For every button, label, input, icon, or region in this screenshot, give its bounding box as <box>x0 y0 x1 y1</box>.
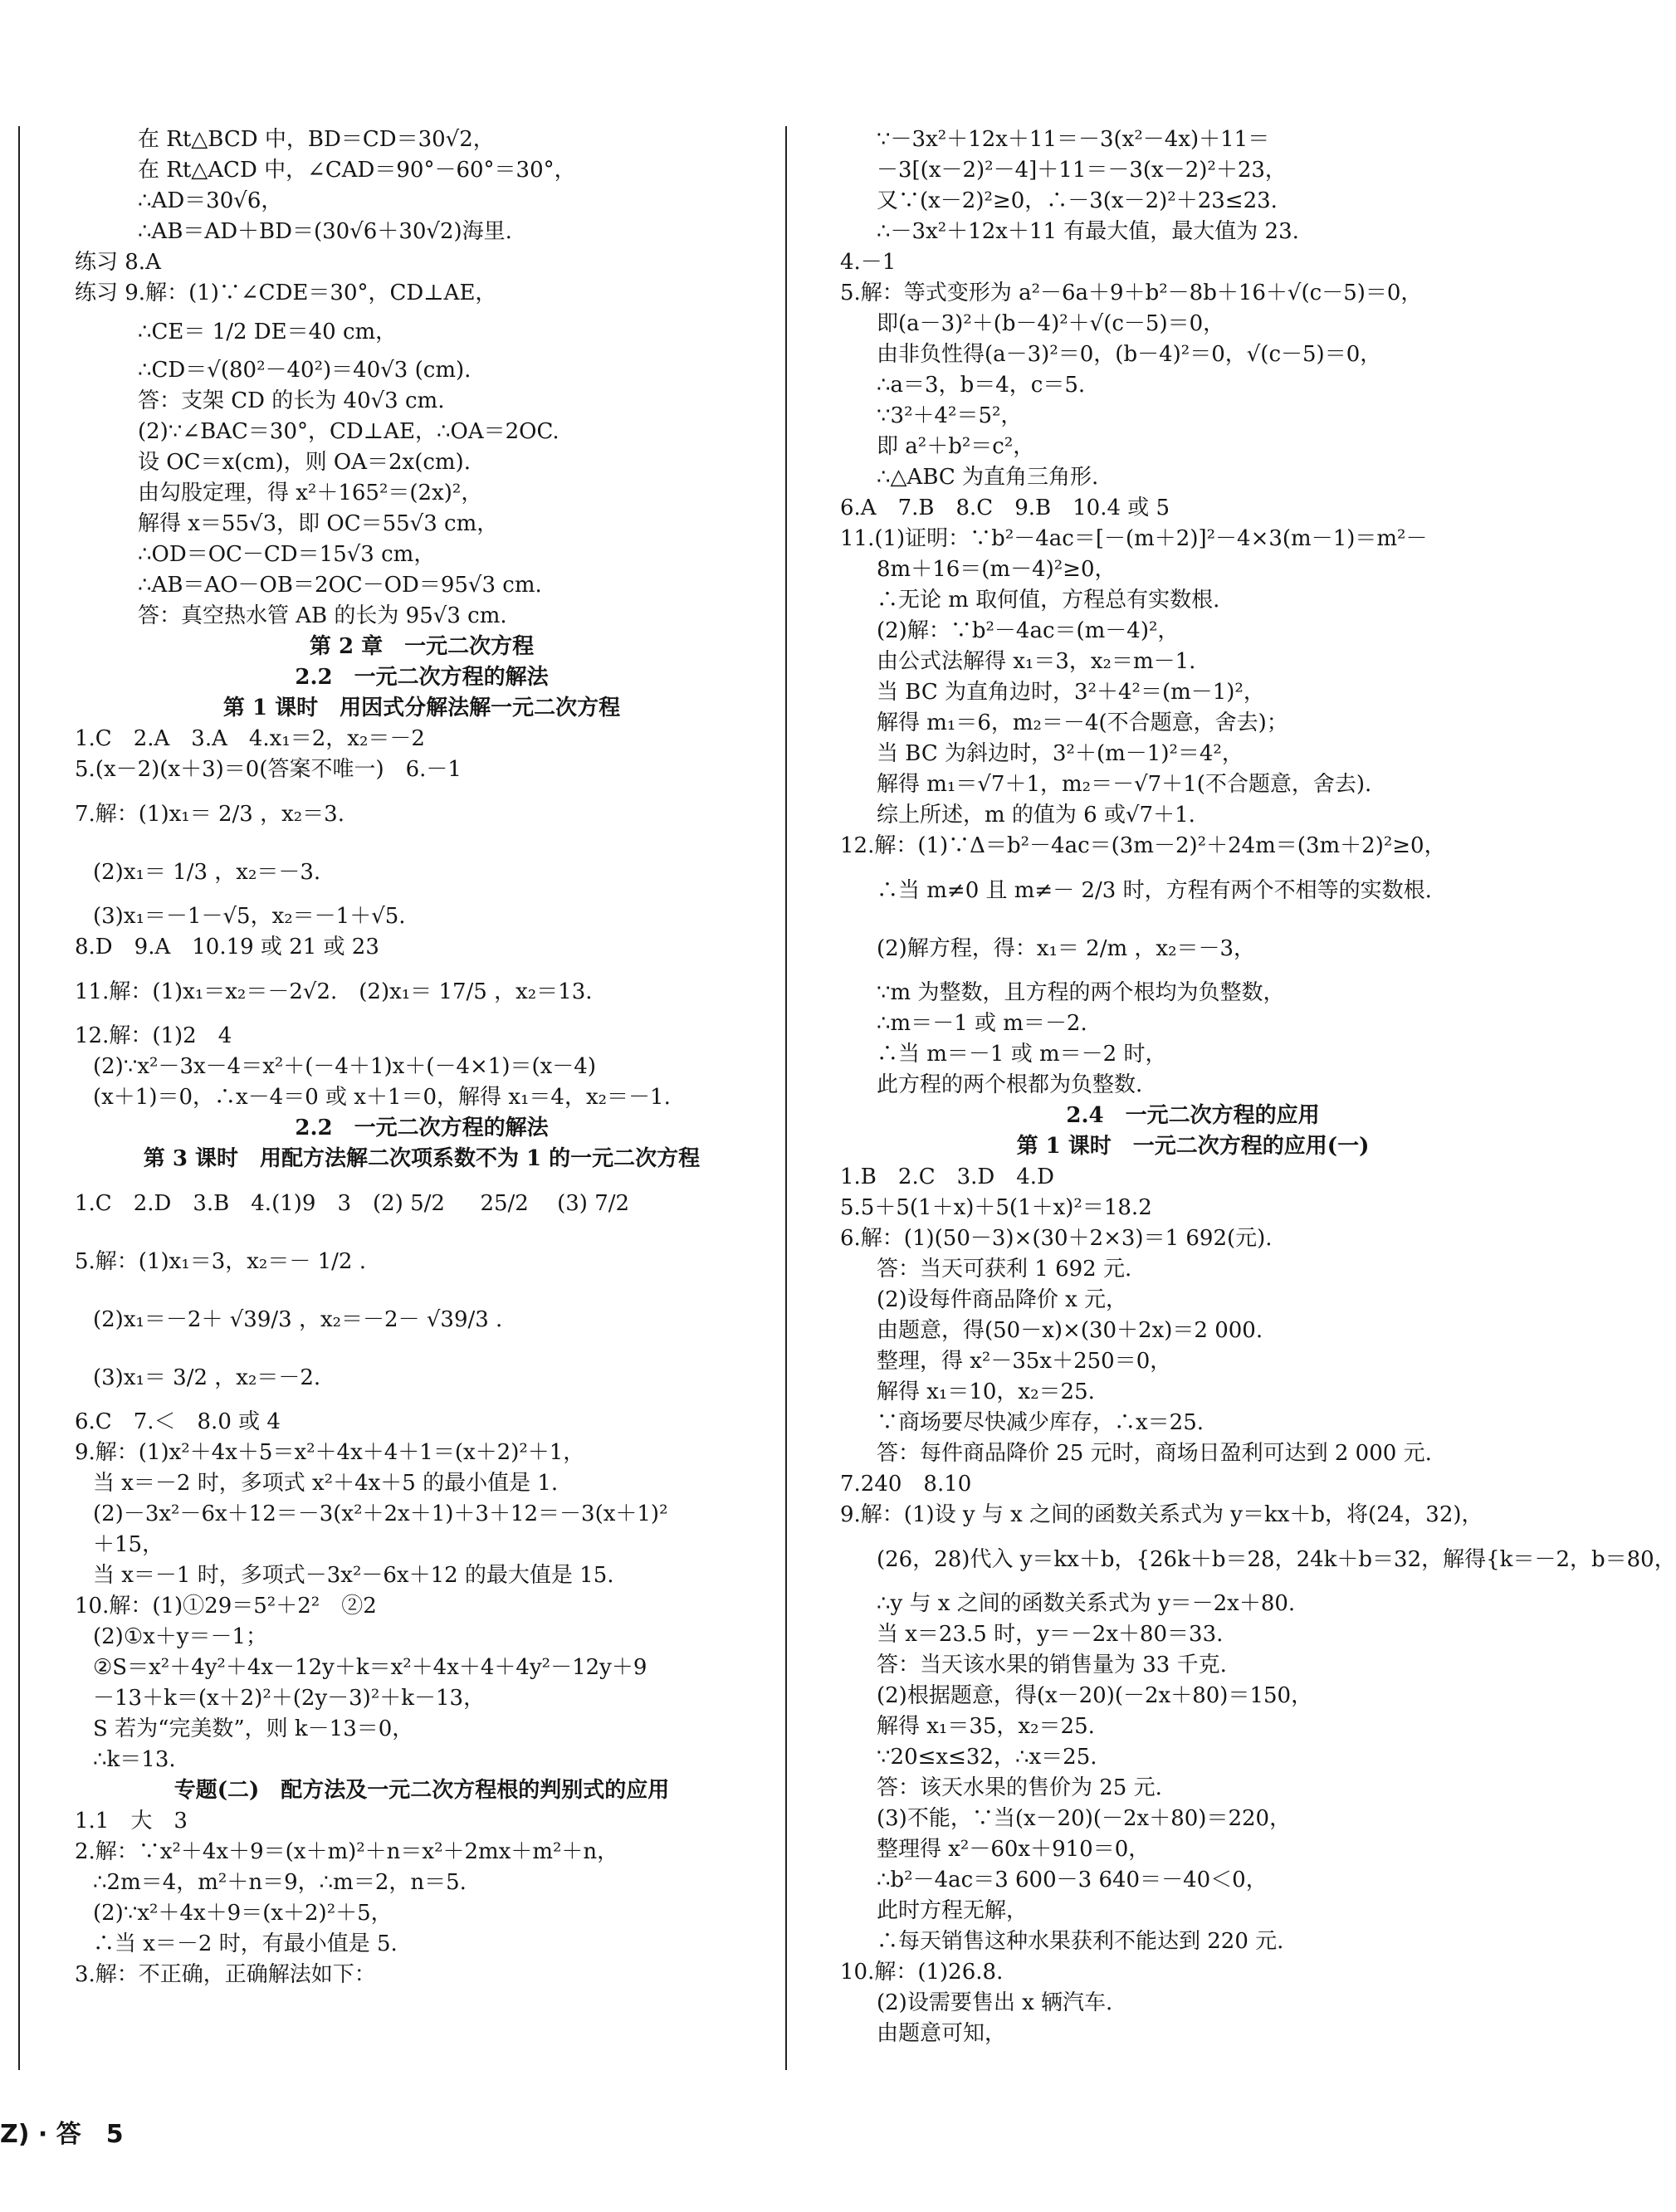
section-heading: 2.4 一元二次方程的应用 <box>1066 1103 1320 1128</box>
answer-line: 答：支架 CD 的长为 40√3 cm. <box>138 388 445 413</box>
answer-line: ∴当 m≠0 且 m≠－ 2/3 时，方程有两个不相等的实数根. <box>877 878 1432 903</box>
answer-line: 4.－1 <box>840 250 897 275</box>
answer-line: 答：当天该水果的销售量为 33 千克. <box>877 1653 1227 1677</box>
answer-line: 11.(1)证明：∵b²－4ac＝[－(m＋2)]²－4×3(m－1)＝m²－ <box>840 526 1428 551</box>
answer-line: (3)x₁＝ 3/2 ，x₂＝－2. <box>93 1365 321 1390</box>
answer-line: 当 x＝－2 时，多项式 x²＋4x＋5 的最小值是 1. <box>93 1471 559 1496</box>
answer-line: ∴2m＝4，m²＋n＝9，∴m＝2，n＝5. <box>93 1870 467 1895</box>
answer-line: 8m＋16＝(m－4)²≥0， <box>877 557 1117 582</box>
answer-line: (2)∵x²＋4x＋9＝(x＋2)²＋5， <box>93 1901 393 1926</box>
section-heading: 第 2 章 一元二次方程 <box>309 634 535 659</box>
answer-line: 12.解：(1)∵Δ＝b²－4ac＝(3m－2)²＋24m＝(3m＋2)²≥0， <box>840 833 1446 858</box>
answer-line: 当 x＝－1 时，多项式－3x²－6x＋12 的最大值是 15. <box>93 1563 614 1588</box>
answer-line: (26，28)代入 y＝kx＋b，{26k＋b＝28，24k＋b＝32，解得{k＝－2，b＝80， <box>877 1547 1676 1572</box>
answer-line: ∵m 为整数，且方程的两个根均为负整数， <box>877 980 1285 1005</box>
answer-line: 练习 9.解：(1)∵∠CDE＝30°，CD⊥AE， <box>75 281 497 305</box>
answer-line: 6.A 7.B 8.C 9.B 10.4 或 5 <box>840 496 1170 520</box>
answer-line: 设 OC＝x(cm)，则 OA＝2x(cm). <box>138 450 471 475</box>
answer-line: 由题意可知， <box>877 2021 1007 2046</box>
answer-line: S 若为“完美数”，则 k－13＝0， <box>93 1716 414 1741</box>
answer-line: ∴b²－4ac＝3 600－3 640＝－40＜0， <box>877 1868 1268 1892</box>
answer-line: ∴m＝－1 或 m＝－2. <box>877 1011 1087 1036</box>
answer-line: (2)x₁＝－2＋ √39/3 ，x₂＝－2－ √39/3 . <box>93 1307 503 1332</box>
answer-line: 解得 m₁＝√7＋1，m₂＝－√7＋1(不合题意，舍去). <box>877 772 1372 797</box>
answer-line: (2)设每件商品降价 x 元， <box>877 1287 1128 1312</box>
section-heading: 专题(二) 配方法及一元二次方程根的判别式的应用 <box>173 1778 670 1803</box>
answer-line: 12.解：(1)2 4 <box>75 1023 232 1048</box>
section-heading: 第 1 课时 用因式分解法解一元二次方程 <box>222 696 621 720</box>
answer-line: －3[(x－2)²－4]＋11＝－3(x－2)²＋23， <box>877 158 1287 183</box>
answer-line: (2)解方程，得：x₁＝ 2/m ，x₂＝－3， <box>877 936 1256 961</box>
answer-line: 由勾股定理，得 x²＋165²＝(2x)²， <box>138 481 483 505</box>
answer-line: (x＋1)＝0，∴x－4＝0 或 x＋1＝0，解得 x₁＝4，x₂＝－1. <box>93 1085 671 1110</box>
answer-line: 即(a－3)²＋(b－4)²＋√(c－5)＝0， <box>877 311 1225 336</box>
answer-line: ∵20≤x≤32，∴x＝25. <box>877 1745 1097 1770</box>
answer-line: 此时方程无解， <box>877 1898 1029 1923</box>
answer-line: ∴当 x＝－2 时，有最小值是 5. <box>93 1931 398 1956</box>
answer-line: 5.(x－2)(x＋3)＝0(答案不唯一) 6.－1 <box>75 757 462 782</box>
answer-line: ∴AB＝AD＋BD＝(30√6＋30√2)海里. <box>138 219 512 244</box>
page-footer: Z) · 答 5 <box>0 2120 124 2149</box>
answer-line: 1.C 2.A 3.A 4.x₁＝2，x₂＝－2 <box>75 726 425 751</box>
section-heading: 第 1 课时 一元二次方程的应用(一) <box>1016 1134 1370 1159</box>
answer-line: 解得 x₁＝10，x₂＝25. <box>877 1379 1095 1404</box>
answer-line: (3)不能，∵当(x－20)(－2x＋80)＝220， <box>877 1806 1292 1831</box>
answer-line: ∴－3x²＋12x＋11 有最大值，最大值为 23. <box>877 219 1299 244</box>
answer-line: 10.解：(1)①29＝5²＋2² ②2 <box>75 1594 377 1619</box>
answer-line: 答：当天可获利 1 692 元. <box>877 1257 1132 1282</box>
left-border-line <box>18 126 20 2070</box>
answer-line: 当 BC 为斜边时，3²＋(m－1)²＝4²， <box>877 741 1244 766</box>
answer-line: 练习 8.A <box>75 250 161 275</box>
answer-line: ∵商场要尽快减少库存，∴x＝25. <box>877 1410 1204 1435</box>
answer-line: (2)∵∠BAC＝30°，CD⊥AE，∴OA＝2OC. <box>138 419 559 444</box>
answer-line: 由非负性得(a－3)²＝0，(b－4)²＝0，√(c－5)＝0， <box>877 342 1382 367</box>
answer-line: 在 Rt△BCD 中，BD＝CD＝30√2， <box>138 127 495 152</box>
left-column <box>75 125 769 1990</box>
answer-line: ∴△ABC 为直角三角形. <box>877 465 1099 490</box>
answer-line: (2)－3x²－6x＋12＝－3(x²＋2x＋1)＋3＋12＝－3(x＋1)² <box>93 1502 668 1526</box>
answer-line: ∴AD＝30√6， <box>138 188 283 213</box>
answer-line: 又∵(x－2)²≥0，∴－3(x－2)²＋23≤23. <box>877 188 1278 213</box>
answer-line: 6.C 7.＜ 8.0 或 4 <box>75 1409 281 1434</box>
answer-line: 5.解：(1)x₁＝3，x₂＝－ 1/2 . <box>75 1249 366 1274</box>
answer-line: 2.解：∵x²＋4x＋9＝(x＋m)²＋n＝x²＋2mx＋m²＋n， <box>75 1839 619 1864</box>
answer-line: 1.C 2.D 3.B 4.(1)9 3 (2) 5/2 25/2 (3) 7/2 <box>75 1191 630 1216</box>
answer-line: ∴k＝13. <box>93 1747 176 1772</box>
answer-line: 由题意，得(50－x)×(30＋2x)＝2 000. <box>877 1318 1263 1343</box>
answer-line: 1.1 大 3 <box>75 1809 188 1834</box>
answer-line: (2)x₁＝ 1/3 ，x₂＝－3. <box>93 860 321 885</box>
answer-line: 当 BC 为直角边时，3²＋4²＝(m－1)²， <box>877 680 1265 705</box>
answer-line: ∴y 与 x 之间的函数关系式为 y＝－2x＋80. <box>877 1591 1296 1616</box>
answer-line: ∴每天销售这种水果获利不能达到 220 元. <box>877 1929 1284 1954</box>
answer-line: (2)∵x²－3x－4＝x²＋(－4＋1)x＋(－4×1)＝(x－4) <box>93 1054 596 1079</box>
answer-line: 解得 x＝55√3，即 OC＝55√3 cm， <box>138 511 499 536</box>
answer-line: 3.解：不正确，正确解法如下： <box>75 1962 376 1987</box>
answer-line: ∴CD＝√(80²－40²)＝40√3 (cm). <box>138 358 472 383</box>
answer-line: 在 Rt△ACD 中，∠CAD＝90°－60°＝30°， <box>138 158 576 183</box>
answer-line: ∴a＝3，b＝4，c＝5. <box>877 373 1086 398</box>
column-divider <box>785 126 787 2070</box>
answer-line: 整理得 x²－60x＋910＝0， <box>877 1837 1151 1862</box>
answer-line: 10.解：(1)26.8. <box>840 1960 1004 1985</box>
answer-line: －13＋k＝(x＋2)²＋(2y－3)²＋k－13， <box>93 1686 486 1711</box>
answer-line: 11.解：(1)x₁＝x₂＝－2√2. (2)x₁＝ 17/5 ，x₂＝13. <box>75 979 593 1004</box>
answer-line: ∴AB＝AO－OB＝2OC－OD＝95√3 cm. <box>138 573 542 598</box>
answer-line: 5.解：等式变形为 a²－6a＋9＋b²－8b＋16＋√(c－5)＝0， <box>840 281 1423 305</box>
answer-line: (2)根据题意，得(x－20)(－2x＋80)＝150， <box>877 1683 1313 1708</box>
answer-line: 7.解：(1)x₁＝ 2/3 ，x₂＝3. <box>75 802 344 827</box>
answer-line: ∴无论 m 取何值，方程总有实数根. <box>877 588 1220 613</box>
answer-line: 综上所述，m 的值为 6 或√7＋1. <box>877 803 1195 828</box>
answer-line: 解得 m₁＝6，m₂＝－4(不合题意，舍去)； <box>877 710 1288 735</box>
answer-line: 答：真空热水管 AB 的长为 95√3 cm. <box>138 603 507 628</box>
answer-line: (3)x₁＝－1－√5，x₂＝－1＋√5. <box>93 904 406 929</box>
section-heading: 2.2 一元二次方程的解法 <box>295 1116 549 1140</box>
answer-line: ∵－3x²＋12x＋11＝－3(x²－4x)＋11＝ <box>877 127 1270 152</box>
answer-line: (2)设需要售出 x 辆汽车. <box>877 1990 1113 2015</box>
answer-line: 答：每件商品降价 25 元时，商场日盈利可达到 2 000 元. <box>877 1441 1432 1466</box>
answer-line: 此方程的两个根都为负整数. <box>877 1072 1143 1097</box>
section-heading: 第 3 课时 用配方法解二次项系数不为 1 的一元二次方程 <box>143 1146 701 1171</box>
answer-line: 整理，得 x²－35x＋250＝0， <box>877 1349 1172 1374</box>
answer-line: 解得 x₁＝35，x₂＝25. <box>877 1714 1095 1739</box>
right-column <box>840 125 1676 2049</box>
answer-line: 7.240 8.10 <box>840 1472 972 1497</box>
answer-line: 6.解：(1)(50－3)×(30＋2×3)＝1 692(元). <box>840 1226 1273 1251</box>
answer-line: 1.B 2.C 3.D 4.D <box>840 1165 1054 1189</box>
answer-line: 答：该天水果的售价为 25 元. <box>877 1775 1162 1800</box>
answer-line: 5.5＋5(1＋x)＋5(1＋x)²＝18.2 <box>840 1195 1152 1220</box>
answer-line: 即 a²＋b²＝c²， <box>877 434 1035 459</box>
answer-line: 9.解：(1)设 y 与 x 之间的函数关系式为 y＝kx＋b，将(24，32)， <box>840 1502 1483 1527</box>
answer-line: ∴CE＝ 1/2 DE＝40 cm， <box>138 320 398 344</box>
answer-line: (2)①x＋y＝－1； <box>93 1624 268 1649</box>
answer-line: 当 x＝23.5 时，y＝－2x＋80＝33. <box>877 1622 1224 1647</box>
answer-line: ②S＝x²＋4y²＋4x－12y＋k＝x²＋4x＋4＋4y²－12y＋9 <box>93 1655 647 1680</box>
section-heading: 2.2 一元二次方程的解法 <box>295 665 549 690</box>
answer-line: 由公式法解得 x₁＝3，x₂＝m－1. <box>877 649 1196 674</box>
answer-line: 9.解：(1)x²＋4x＋5＝x²＋4x＋4＋1＝(x＋2)²＋1， <box>75 1440 585 1465</box>
answer-line: 8.D 9.A 10.19 或 21 或 23 <box>75 935 379 960</box>
answer-line: (2)解：∵b²－4ac＝(m－4)²， <box>877 618 1180 643</box>
answer-line: ∴当 m＝－1 或 m＝－2 时， <box>877 1042 1167 1067</box>
answer-line: ＋15， <box>93 1532 164 1557</box>
answer-line: ∴OD＝OC－CD＝15√3 cm， <box>138 542 436 567</box>
answer-line: ∵3²＋4²＝5²， <box>877 403 1023 428</box>
